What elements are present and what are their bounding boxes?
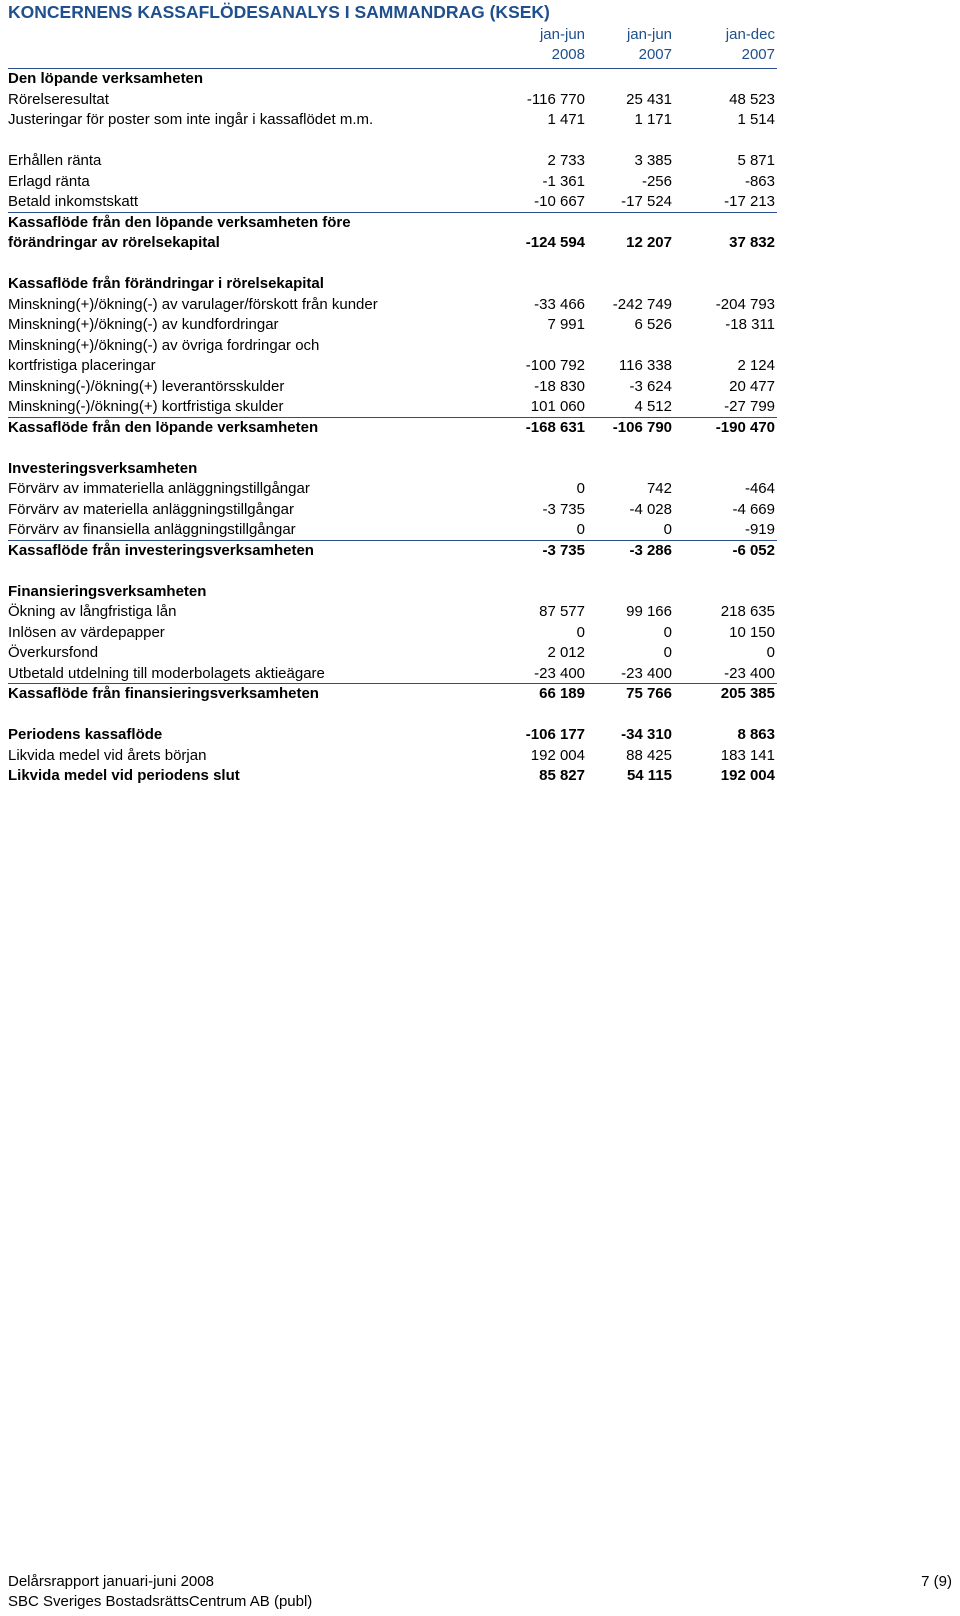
row-value-3: 10 150 xyxy=(729,623,775,641)
row-label: Erlagd ränta xyxy=(8,172,90,190)
row-value-3: 218 635 xyxy=(720,603,775,620)
row-label: Justeringar för poster som inte ingår i kassaflödet m.m. xyxy=(8,111,374,128)
row-label: Inlösen av värdepapper xyxy=(8,623,165,641)
row-value-3: 1 514 xyxy=(737,111,775,128)
table-row xyxy=(0,356,960,377)
column-header-3 xyxy=(726,25,775,65)
row-value-3: 183 141 xyxy=(720,746,775,764)
row-value-3: 5 871 xyxy=(737,152,775,169)
row-value-3: -27 799 xyxy=(724,398,775,415)
row-label: Likvida medel vid periodens slut xyxy=(8,767,240,784)
table-row xyxy=(0,233,960,254)
blank-row xyxy=(0,705,960,726)
row-value-2: 88 425 xyxy=(626,746,672,764)
cashflow-table xyxy=(0,69,960,787)
row-value-2: 116 338 xyxy=(618,357,672,374)
row-value-3: 205 385 xyxy=(720,685,775,702)
row-label: Minskning(+)/ökning(-) av kundfordringar xyxy=(8,316,279,333)
table-row xyxy=(0,90,960,111)
row-value-2: 6 526 xyxy=(634,316,672,333)
row-value-1: 7 991 xyxy=(547,316,585,333)
row-value-1: -116 770 xyxy=(526,90,585,108)
row-value-2: 742 xyxy=(646,480,672,497)
table-row xyxy=(0,684,960,705)
table-row xyxy=(0,520,960,541)
page-number: 7 (9) xyxy=(921,1573,952,1590)
table-row xyxy=(0,541,960,562)
table-row xyxy=(0,397,960,418)
table-row xyxy=(0,643,960,664)
row-label: Kassaflöde från förändringar i rörelsekapital xyxy=(8,275,324,292)
row-label: Kassaflöde från den löpande verksamheten före xyxy=(8,213,351,231)
row-value-2: -4 028 xyxy=(629,500,672,518)
table-row xyxy=(0,746,960,767)
row-value-2: -3 286 xyxy=(629,541,672,559)
row-label: Minskning(-)/ökning(+) kortfristiga skulder xyxy=(8,398,284,415)
row-value-1: -33 466 xyxy=(534,295,585,313)
row-value-2: 75 766 xyxy=(626,685,672,702)
row-label: Utbetald utdelning till moderbolagets aktieägare xyxy=(8,664,325,682)
row-value-2: 4 512 xyxy=(634,398,672,415)
row-label: Investeringsverksamheten xyxy=(8,459,198,477)
row-label: Erhållen ränta xyxy=(8,152,102,169)
row-value-1: -3 735 xyxy=(542,541,585,559)
table-row xyxy=(0,192,960,213)
column-header-period: jan-dec xyxy=(725,26,775,43)
row-label: Den löpande verksamheten xyxy=(8,70,204,87)
row-value-1: -10 667 xyxy=(534,193,585,210)
column-header-2 xyxy=(627,25,672,65)
row-label: Kassaflöde från den löpande verksamheten xyxy=(8,418,319,436)
row-value-3: 8 863 xyxy=(737,726,775,743)
row-value-2: -23 400 xyxy=(621,664,672,682)
row-label: Förvärv av materiella anläggningstillgångar xyxy=(8,500,294,518)
row-label: Periodens kassaflöde xyxy=(8,726,163,743)
row-value-1: -3 735 xyxy=(542,500,585,518)
row-value-2: -106 790 xyxy=(612,418,672,436)
table-row xyxy=(0,459,960,480)
column-header-year: 2008 xyxy=(551,46,585,63)
footer-company: SBC Sveriges BostadsrättsCentrum AB (publ) xyxy=(8,1593,313,1610)
column-header-1 xyxy=(540,25,585,65)
table-row xyxy=(0,766,960,787)
column-header-period: jan-jun xyxy=(626,26,672,43)
table-row xyxy=(0,110,960,131)
row-value-2: -256 xyxy=(641,172,672,190)
row-value-2: -17 524 xyxy=(621,193,672,210)
table-row xyxy=(0,418,960,439)
table-row xyxy=(0,213,960,234)
row-value-2: -3 624 xyxy=(629,377,672,395)
row-label: Överkursfond xyxy=(8,644,99,661)
table-row xyxy=(0,479,960,500)
blank-row xyxy=(0,561,960,582)
column-header-period: jan-jun xyxy=(539,26,585,43)
row-value-3: 192 004 xyxy=(720,767,775,784)
row-value-2: 3 385 xyxy=(634,152,672,169)
table-row xyxy=(0,725,960,746)
row-value-1: 0 xyxy=(576,521,585,538)
row-value-3: 2 124 xyxy=(737,357,775,374)
footer-report: Delårsrapport januari-juni 2008 xyxy=(8,1573,214,1590)
row-value-2: -242 749 xyxy=(612,295,672,313)
row-value-2: 25 431 xyxy=(626,90,672,108)
row-value-3: -23 400 xyxy=(724,664,775,682)
table-row xyxy=(0,623,960,644)
row-label: förändringar av rörelsekapital xyxy=(8,234,220,251)
row-value-3: 48 523 xyxy=(729,90,775,108)
row-value-1: 0 xyxy=(576,480,585,497)
row-label: Kassaflöde från investeringsverksamheten xyxy=(8,541,314,559)
table-row xyxy=(0,500,960,521)
row-value-3: -18 311 xyxy=(725,316,775,333)
row-label: Minskning(+)/ökning(-) av övriga fordringar och xyxy=(8,336,320,354)
row-value-3: -4 669 xyxy=(732,500,775,518)
row-value-1: -100 792 xyxy=(525,357,585,374)
row-value-1: 85 827 xyxy=(539,767,585,784)
row-value-3: -17 213 xyxy=(724,193,775,210)
row-value-1: -124 594 xyxy=(525,234,585,251)
column-header-year: 2007 xyxy=(638,46,672,63)
column-header-year: 2007 xyxy=(741,46,775,63)
row-label: Ökning av långfristiga lån xyxy=(8,603,177,620)
row-value-3: 20 477 xyxy=(729,377,775,395)
row-label: Rörelseresultat xyxy=(8,90,109,108)
row-label: Minskning(+)/ökning(-) av varulager/förskott från kunder xyxy=(8,295,378,313)
table-row xyxy=(0,582,960,603)
table-row xyxy=(0,602,960,623)
table-row xyxy=(0,151,960,172)
row-value-2: -34 310 xyxy=(621,726,672,743)
table-row xyxy=(0,377,960,398)
table-row xyxy=(0,172,960,193)
blank-row xyxy=(0,254,960,275)
row-value-3: -190 470 xyxy=(715,418,775,436)
page-title: KONCERNENS KASSAFLÖDESANALYS I SAMMANDRAG (KSEK) xyxy=(8,2,550,22)
row-label: Finansieringsverksamheten xyxy=(8,582,207,600)
row-value-1: -1 361 xyxy=(542,172,585,190)
row-value-1: -168 631 xyxy=(525,418,585,436)
row-value-3: -6 052 xyxy=(732,541,775,559)
table-row xyxy=(0,274,960,295)
row-value-3: 0 xyxy=(766,644,775,661)
row-value-1: 2 733 xyxy=(547,152,585,169)
row-label: Förvärv av immateriella anläggningstillgångar xyxy=(8,480,310,497)
row-value-2: 12 207 xyxy=(626,234,672,251)
row-value-1: -18 830 xyxy=(534,377,585,395)
table-row xyxy=(0,69,960,90)
row-value-1: 2 012 xyxy=(547,644,585,661)
row-value-1: 101 060 xyxy=(530,398,585,415)
row-value-3: 37 832 xyxy=(729,234,775,251)
row-value-2: 99 166 xyxy=(626,603,672,620)
row-value-1: -23 400 xyxy=(534,664,585,682)
table-row xyxy=(0,336,960,357)
row-value-2: 1 171 xyxy=(634,111,672,128)
table-row xyxy=(0,315,960,336)
row-value-2: 0 xyxy=(663,623,672,641)
table-row xyxy=(0,295,960,316)
row-value-3: -204 793 xyxy=(715,295,775,313)
row-value-1: 192 004 xyxy=(530,746,585,764)
row-label: Betald inkomstskatt xyxy=(8,193,139,210)
row-value-3: -919 xyxy=(744,521,775,538)
row-value-2: 0 xyxy=(663,521,672,538)
row-value-3: -863 xyxy=(744,172,775,190)
table-row xyxy=(0,664,960,685)
blank-row xyxy=(0,438,960,459)
row-value-3: -464 xyxy=(744,480,775,497)
row-label: Minskning(-)/ökning(+) leverantörsskulder xyxy=(8,377,285,395)
row-value-1: -106 177 xyxy=(525,726,585,743)
row-value-2: 0 xyxy=(663,644,672,661)
row-value-1: 0 xyxy=(576,623,585,641)
row-label: Kassaflöde från finansieringsverksamheten xyxy=(8,685,319,702)
row-value-2: 54 115 xyxy=(626,767,672,784)
row-label: kortfristiga placeringar xyxy=(8,357,156,374)
row-value-1: 87 577 xyxy=(539,603,585,620)
row-label: Likvida medel vid årets början xyxy=(8,746,207,764)
blank-row xyxy=(0,131,960,152)
row-value-1: 66 189 xyxy=(539,685,585,702)
row-label: Förvärv av finansiella anläggningstillgångar xyxy=(8,521,296,538)
row-value-1: 1 471 xyxy=(547,111,585,128)
